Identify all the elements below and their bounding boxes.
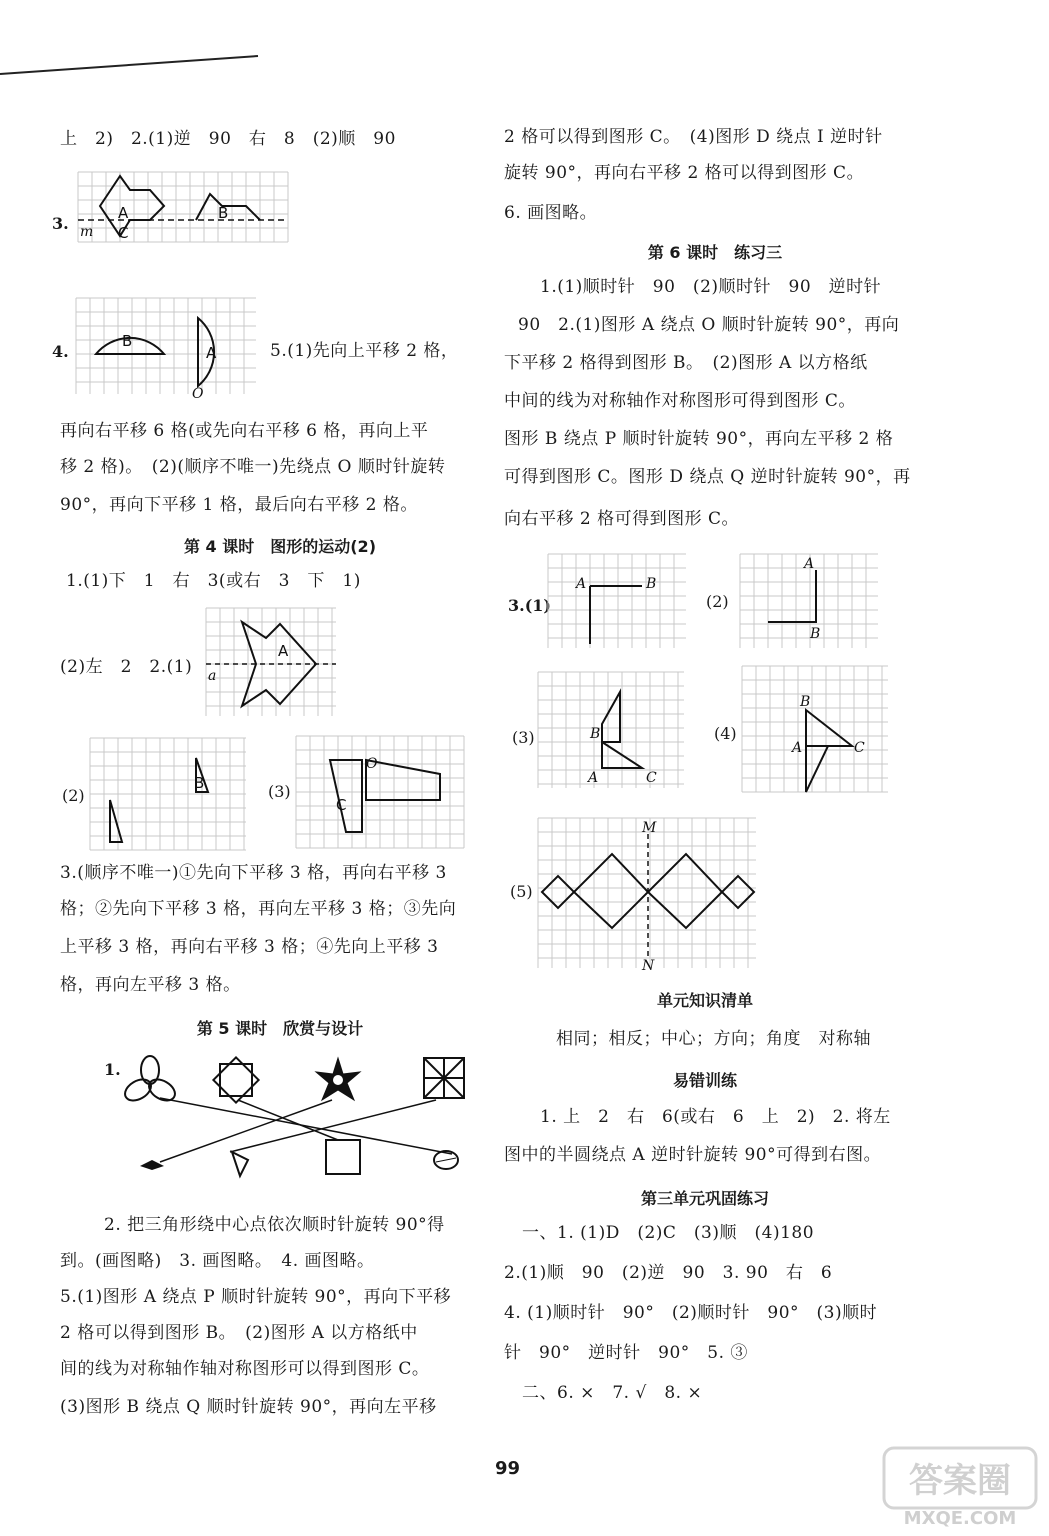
fig-label-m: m bbox=[80, 224, 94, 240]
fig-label-a: A bbox=[118, 204, 129, 222]
fig-label-b: B bbox=[218, 204, 229, 222]
right-line-3: 6. 画图略。 bbox=[504, 203, 598, 223]
watermark-logo bbox=[880, 1440, 1040, 1530]
right-line-12: 1. 上 2 右 6(或右 6 上 2) 2. 将左 bbox=[540, 1107, 891, 1127]
left-line-12: 到。(画图略) 3. 画图略。 4. 画图略。 bbox=[60, 1251, 375, 1271]
fig-3-5 bbox=[538, 818, 758, 974]
q1-label: 1. bbox=[104, 1060, 121, 1079]
heading-lesson-6: 第 6 课时 练习三 bbox=[647, 243, 783, 262]
arrow-grid-figure bbox=[206, 608, 338, 716]
svg-text:A: A bbox=[206, 344, 217, 362]
svg-text:B: B bbox=[800, 694, 811, 710]
left-line-10: 格，再向左平移 3 格。 bbox=[60, 975, 241, 995]
svg-text:A: A bbox=[588, 770, 599, 786]
top-rule bbox=[0, 50, 270, 80]
right-line-1: 2 格可以得到图形 C。 (4)图形 D 绕点 I 逆时针 bbox=[504, 127, 883, 147]
heading-error-training: 易错训练 bbox=[672, 1071, 737, 1090]
right-line-15: 2.(1)顺 90 (2)逆 90 3. 90 右 6 bbox=[504, 1263, 833, 1283]
svg-text:O: O bbox=[366, 756, 378, 772]
right-line-11: 相同；相反；中心；方向；角度 对称轴 bbox=[556, 1029, 871, 1049]
right-line-13: 图中的半圆绕点 A 逆时针旋转 90°可得到右图。 bbox=[504, 1145, 882, 1165]
right-line-16: 4. (1)顺时针 90° (2)顺时针 90° (3)顺时 bbox=[504, 1303, 878, 1323]
right-line-6: 下平移 2 格得到图形 B。 (2)图形 A 以方格纸 bbox=[504, 353, 868, 373]
fig-label-c: C bbox=[118, 224, 129, 242]
svg-text:B: B bbox=[194, 774, 205, 792]
left-line-8: 格；②先向下平移 3 格，再向左平移 3 格；③先向 bbox=[60, 899, 457, 919]
svg-text:A: A bbox=[792, 740, 803, 756]
svg-text:A: A bbox=[576, 576, 587, 592]
svg-text:a: a bbox=[208, 668, 217, 684]
svg-text:A: A bbox=[278, 642, 289, 660]
heading-knowledge-list: 单元知识清单 bbox=[656, 991, 753, 1010]
svg-text:MXQE.COM: MXQE.COM bbox=[903, 1508, 1017, 1529]
svg-text:C: C bbox=[336, 796, 347, 814]
q3-label: 3. bbox=[52, 214, 69, 233]
fig-3-label: (3) bbox=[268, 782, 291, 801]
left-line-11: 2. 把三角形绕中心点依次顺时针旋转 90°得 bbox=[104, 1215, 445, 1235]
right-line-4: 1.(1)顺时针 90 (2)顺时针 90 逆时针 bbox=[540, 277, 882, 297]
right-line-14: 一、1. (1)D (2)C (3)顺 (4)180 bbox=[522, 1223, 815, 1243]
fig-2-label: (2) bbox=[62, 786, 85, 805]
right-line-2: 旋转 90°，再向右平移 2 格可以得到图形 C。 bbox=[504, 163, 865, 183]
svg-text:C: C bbox=[854, 740, 865, 756]
fig-3-2 bbox=[740, 554, 880, 650]
fig-3-1 bbox=[548, 554, 688, 650]
fig-3-2-label: (2) bbox=[706, 592, 729, 611]
svg-text:B: B bbox=[590, 726, 601, 742]
right-line-17: 针 90° 逆时针 90° 5. ③ bbox=[504, 1343, 748, 1363]
svg-text:B: B bbox=[646, 576, 657, 592]
right-line-5: 90 2.(1)图形 A 绕点 O 顺时针旋转 90°，再向 bbox=[518, 315, 900, 335]
right-line-18: 二、6. × 7. √ 8. × bbox=[522, 1383, 703, 1403]
left-line-4: 90°，再向下平移 1 格，最后向右平移 2 格。 bbox=[60, 495, 418, 515]
right-line-7: 中间的线为对称轴作对称图形可得到图形 C。 bbox=[504, 391, 856, 411]
left-line-5: 1.(1)下 1 右 3(或右 3 下 1) bbox=[66, 571, 361, 591]
svg-text:答案圈: 答案圈 bbox=[909, 1461, 1011, 1501]
svg-text:O: O bbox=[192, 386, 204, 402]
fig-3-3 bbox=[538, 672, 688, 788]
left-line-1: 上 2) 2.(1)逆 90 右 8 (2)顺 90 bbox=[60, 129, 396, 149]
left-line-15: 间的线为对称轴作轴对称图形可以得到图形 C。 bbox=[60, 1359, 430, 1379]
right-line-8: 图形 B 绕点 P 顺时针旋转 90°，再向左平移 2 格 bbox=[504, 429, 894, 449]
svg-text:C: C bbox=[646, 770, 657, 786]
left-q5a: 5.(1)先向上平移 2 格， bbox=[270, 341, 459, 361]
right-line-9: 可得到图形 C。图形 D 绕点 Q 逆时针旋转 90°，再 bbox=[504, 467, 911, 487]
svg-text:B: B bbox=[122, 332, 133, 350]
heading-lesson-5: 第 5 课时 欣赏与设计 bbox=[196, 1019, 364, 1038]
page-number: 99 bbox=[495, 1458, 521, 1479]
fig-3-4-label: (4) bbox=[714, 724, 737, 743]
left-line-16: (3)图形 B 绕点 Q 顺时针旋转 90°，再向左平移 bbox=[60, 1397, 437, 1417]
heading-lesson-4: 第 4 课时 图形的运动(2) bbox=[183, 537, 377, 556]
svg-text:B: B bbox=[810, 626, 821, 642]
svg-text:A: A bbox=[804, 556, 815, 572]
matching-figure bbox=[120, 1048, 470, 1188]
q3-grid-figure bbox=[78, 172, 293, 242]
q4-grid-figure bbox=[76, 298, 266, 402]
left-line-6: (2)左 2 2.(1) bbox=[60, 657, 193, 677]
left-line-7: 3.(顺序不唯一)①先向下平移 3 格，再向右平移 3 bbox=[60, 863, 447, 883]
svg-text:N: N bbox=[642, 958, 655, 974]
left-line-13: 5.(1)图形 A 绕点 P 顺时针旋转 90°，再向下平移 bbox=[60, 1287, 452, 1307]
svg-text:M: M bbox=[642, 820, 657, 836]
left-line-9: 上平移 3 格，再向右平移 3 格；④先向上平移 3 bbox=[60, 937, 439, 957]
left-line-3: 移 2 格)。 (2)(顺序不唯一)先绕点 O 顺时针旋转 bbox=[60, 457, 446, 477]
left-line-2: 再向右平移 6 格(或先向右平移 6 格，再向上平 bbox=[60, 421, 429, 441]
heading-unit-3-practice: 第三单元巩固练习 bbox=[640, 1189, 769, 1208]
fig-3-1-label: 3.(1) bbox=[508, 596, 551, 615]
fig-3-4 bbox=[742, 666, 892, 796]
right-line-10: 向右平移 2 格可得到图形 C。 bbox=[504, 509, 740, 529]
triangle-grid-figure bbox=[90, 738, 250, 850]
fig-3-3-label: (3) bbox=[512, 728, 535, 747]
q4-label: 4. bbox=[52, 342, 69, 361]
left-line-14: 2 格可以得到图形 B。 (2)图形 A 以方格纸中 bbox=[60, 1323, 418, 1343]
quad-grid-figure bbox=[296, 736, 468, 848]
fig-3-5-label: (5) bbox=[510, 882, 533, 901]
